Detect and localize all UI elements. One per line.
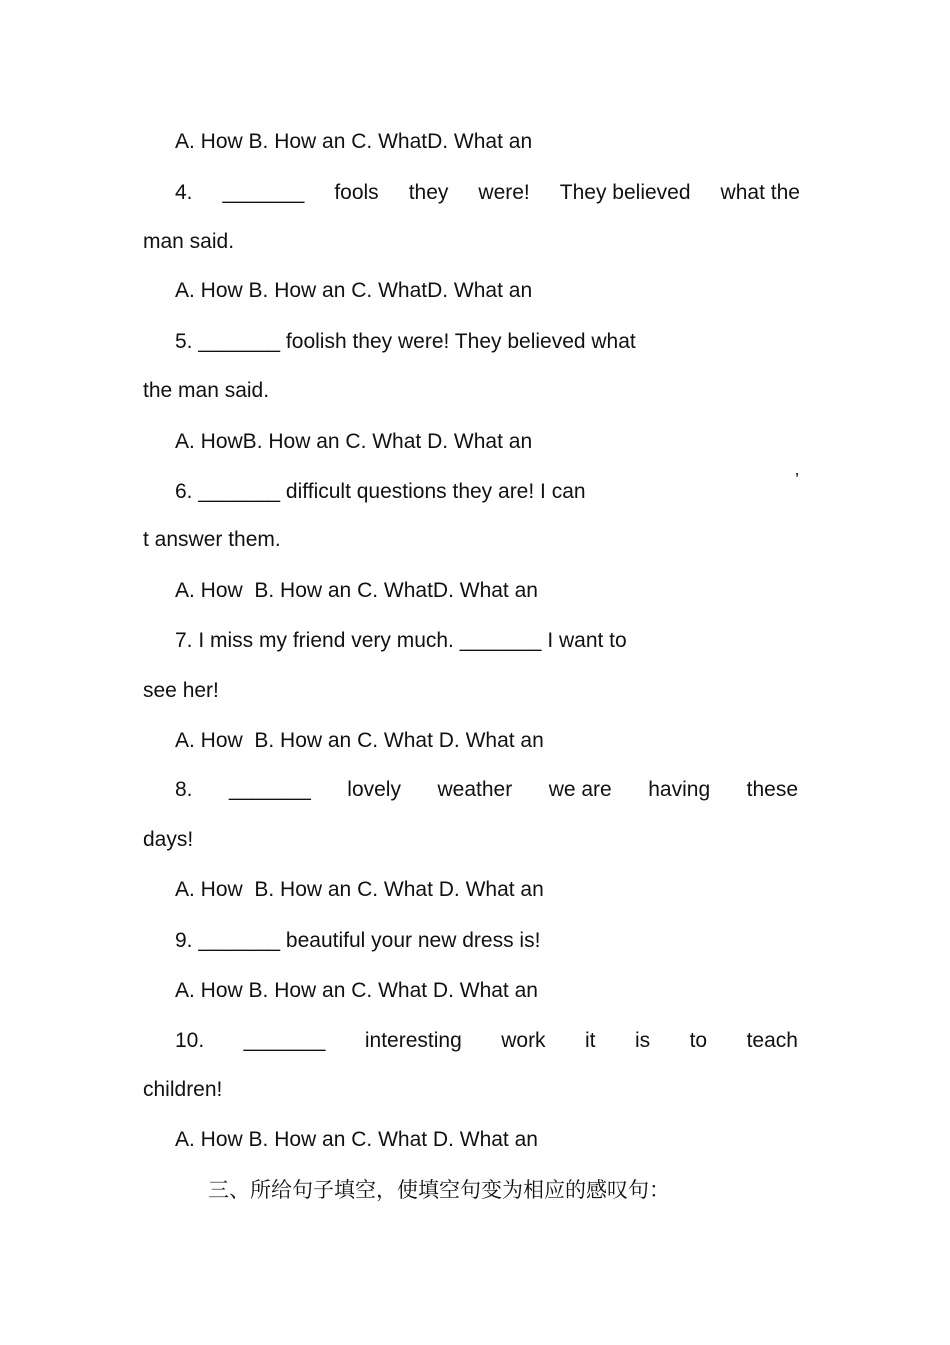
q8-question — [175, 778, 798, 802]
q8-word: lovely — [347, 778, 401, 801]
q8-word: these — [746, 778, 798, 801]
q9-options: A. How B. How an C. What D. What an — [175, 979, 538, 1002]
q10-word: interesting — [364, 1029, 462, 1052]
q4-word: were! — [478, 181, 530, 204]
q5-options: A. HowB. How an C. What D. What an — [175, 430, 533, 453]
q7-continuation: see her! — [143, 679, 219, 702]
q7-question: 7. I miss my friend very much. _______ I want to — [175, 629, 627, 652]
q10-word: to — [689, 1029, 708, 1052]
q3-options: A. How B. How an C. WhatD. What an — [175, 130, 533, 153]
q10-continuation: children! — [143, 1078, 223, 1101]
q9-question: 9. _______ beautiful your new dress is! — [175, 929, 541, 952]
q8-word: weather — [437, 778, 513, 801]
q8-continuation: days! — [143, 828, 194, 851]
q10-number: 10. — [175, 1029, 205, 1052]
q4-word: what the — [720, 181, 800, 204]
q4-number: 4. — [175, 181, 193, 204]
q5-continuation: the man said. — [143, 379, 270, 402]
q8-word: having — [648, 778, 711, 801]
q6-apostrophe: ’ — [795, 470, 799, 490]
q4-question — [175, 181, 800, 205]
q4-continuation: man said. — [143, 230, 235, 253]
section-3-heading: 三、所给句子填空，使填空句变为相应的感叹句： — [208, 1178, 670, 1202]
q6-options: A. How B. How an C. WhatD. What an — [175, 579, 538, 602]
q8-number: 8. — [175, 778, 193, 801]
q10-blank: _______ — [243, 1029, 326, 1052]
q8-blank: _______ — [229, 778, 311, 801]
q4-word: they — [408, 181, 449, 204]
q10-options: A. How B. How an C. What D. What an — [175, 1128, 538, 1151]
q4-blank: _______ — [222, 181, 305, 204]
q10-word: is — [634, 1029, 651, 1052]
q6-continuation: t answer them. — [143, 528, 281, 551]
q10-word: it — [585, 1029, 596, 1052]
q10-word: work — [501, 1029, 546, 1052]
q5-question: 5. _______ foolish they were! They believed what — [175, 330, 636, 353]
q8-options: A. How B. How an C. What D. What an — [175, 878, 544, 901]
q4-word: They believed — [559, 181, 691, 204]
q8-word: we are — [548, 778, 612, 801]
q6-question: 6. _______ difficult questions they are! I can — [175, 480, 586, 503]
q4-word: fools — [334, 181, 379, 204]
q4-options: A. How B. How an C. WhatD. What an — [175, 279, 533, 302]
q7-options: A. How B. How an C. What D. What an — [175, 729, 544, 752]
q10-question — [175, 1029, 798, 1053]
q10-word: teach — [746, 1029, 798, 1052]
